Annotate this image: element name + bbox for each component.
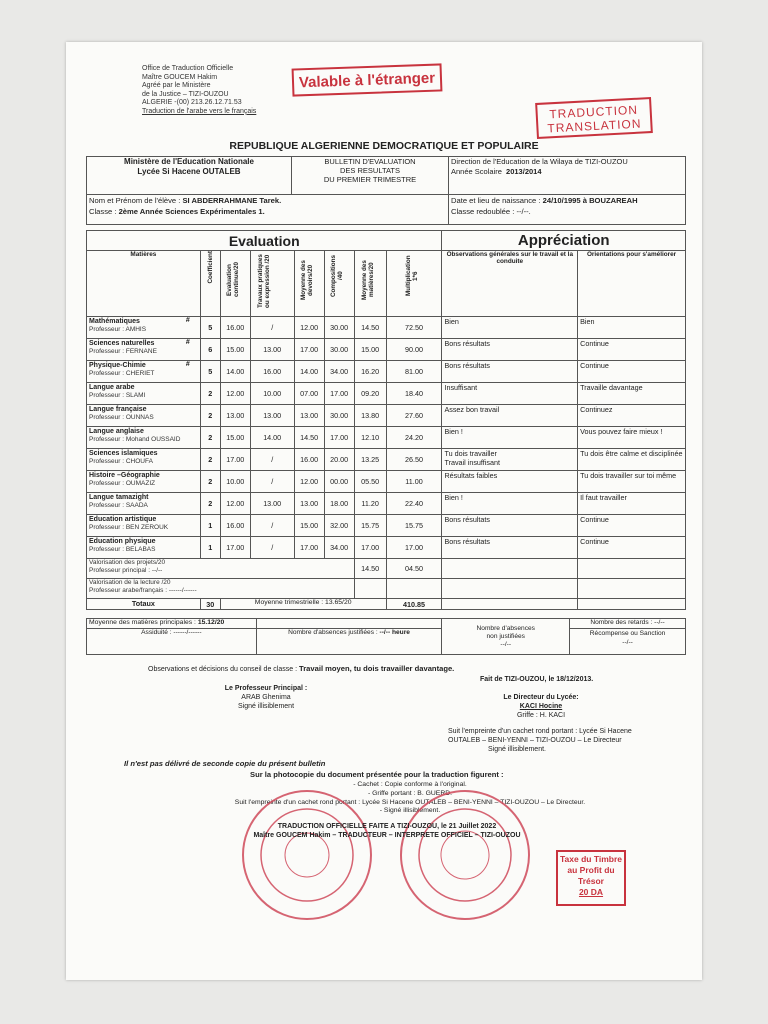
- sig-line: Le Directeur du Lycée:: [503, 694, 579, 701]
- totaux-mult: 410.85: [386, 599, 442, 610]
- cell-mult: 15.75: [386, 515, 442, 537]
- goucem-line: Maître GOUCEM Hakim – TRADUCTEUR – INTERPRETE OFFICIEL – TIZI-OUZOU: [253, 832, 521, 839]
- cell-coef: 2: [200, 383, 220, 405]
- cell-orientation: Continue: [578, 361, 686, 383]
- retards-cell: Nombre des retards : --/--: [570, 619, 686, 629]
- nom-value: SI ABDERRAHMANE Tarek.: [182, 196, 282, 205]
- redoublee-value: --/--.: [516, 207, 531, 216]
- cell-comp: 17.00: [324, 427, 354, 449]
- subject-professor: Professeur : OUNNAS: [89, 414, 154, 421]
- col-compositions: Compositions /40: [330, 255, 345, 297]
- office-line: ALGERIE -(00) 213.26.12.71.53: [142, 99, 242, 107]
- cell-moy: 13.80: [354, 405, 386, 427]
- cell-ec: 17.00: [220, 449, 250, 471]
- cell-dev: 16.00: [294, 449, 324, 471]
- traduction-faite-block: [242, 822, 532, 840]
- sig-line: Le Professeur Principal :: [224, 685, 308, 692]
- prof-principal-signature: [206, 685, 326, 711]
- cell-observation: Bien !: [442, 427, 578, 449]
- subject-professor: Professeur : SLAMI: [89, 392, 146, 399]
- cell-observation: Bien: [442, 317, 578, 339]
- cell-ec: 13.00: [220, 405, 250, 427]
- subject-professor: Professeur : BELABAS: [89, 546, 156, 553]
- cell-observation: Bien !: [442, 493, 578, 515]
- prof-arabe-label: Professeur arabe/français : ------/------: [89, 587, 197, 594]
- subject-professor: Professeur : FERNANE: [89, 348, 157, 355]
- cell-orientation: Continue: [578, 537, 686, 559]
- timbre-line: Taxe du Timbre: [559, 854, 623, 864]
- cell-dev: 17.00: [294, 537, 324, 559]
- direction-cell: [449, 157, 686, 195]
- grades-table: [86, 230, 686, 610]
- col-matieres: Matières: [87, 251, 201, 317]
- subject-name: Histoire –Géographie: [89, 472, 160, 479]
- cell-moy: 15.75: [354, 515, 386, 537]
- subject-professor: Professeur : OUMAZIZ: [89, 480, 156, 487]
- cell-coef: 2: [200, 471, 220, 493]
- office-line: Traduction de l'arabe vers le français: [142, 107, 257, 115]
- cell-mult: 22.40: [386, 493, 442, 515]
- document-page: [66, 42, 702, 980]
- cell-dev: 17.00: [294, 339, 324, 361]
- birth-cell: [449, 195, 686, 225]
- cell-orientation: Continue: [578, 515, 686, 537]
- conseil-value: Travail moyen, tu dois travailler davantage.: [298, 664, 455, 673]
- cell-moy: 15.00: [354, 339, 386, 361]
- interpreter-round-stamp: [392, 782, 539, 929]
- col-observations: Observations générales sur le travail et la conduite: [442, 251, 578, 317]
- subject-name: Education physique: [89, 538, 156, 545]
- totaux-label: Totaux: [87, 599, 201, 610]
- cell-dev: 12.00: [294, 471, 324, 493]
- cell-tp: 16.00: [250, 361, 294, 383]
- cell-observation: Assez bon travail: [442, 405, 578, 427]
- col-devoirs: Moyenne des devoirs/20: [300, 260, 315, 300]
- table-row: [87, 361, 686, 383]
- table-row: [87, 383, 686, 405]
- cachet-line: OUTALEB – BENI-YENNI – TIZI-OUZOU – Le Directeur: [448, 736, 622, 744]
- attendance-table: [86, 618, 686, 655]
- col-eval-continue: Evaluation continue/20: [226, 262, 241, 298]
- cell-observation: Résultats faibles: [442, 471, 578, 493]
- cell-comp: 30.00: [324, 317, 354, 339]
- timbre-line: au Profit du: [567, 865, 615, 875]
- subject-professor: Professeur : AMHIS: [89, 326, 147, 333]
- cell-mult: 72.50: [386, 317, 442, 339]
- subject-name: Langue arabe: [89, 384, 135, 391]
- student-cell: [87, 195, 449, 225]
- moy-trim-label: Moyenne trimestrielle :: [254, 599, 324, 606]
- timbre-line: 20 DA: [578, 887, 604, 897]
- cell-tp: 10.00: [250, 383, 294, 405]
- absences-non-just-line: Nombre d'absences: [476, 624, 535, 632]
- bulletin-line: DES RESULTATS: [339, 166, 400, 175]
- redoublee-label: Classe redoublée :: [451, 207, 515, 216]
- valorisation-lecture-label: Valorisation de la lecture /20: [89, 579, 171, 586]
- cell-observation: Insuffisant: [442, 383, 578, 405]
- cell-ec: 15.00: [220, 339, 250, 361]
- cachet-description: [448, 728, 678, 754]
- subject-name: Langue anglaise: [89, 428, 144, 435]
- interpreter-stamp-ring-icon: [394, 784, 536, 926]
- cell-orientation: Travaille davantage: [578, 383, 686, 405]
- cell-tp: 13.00: [250, 493, 294, 515]
- cell-comp: 00.00: [324, 471, 354, 493]
- cell-tp: /: [250, 537, 294, 559]
- cell-ec: 16.00: [220, 515, 250, 537]
- translator-round-stamp: [242, 790, 372, 920]
- cell-dev: 07.00: [294, 383, 324, 405]
- ministry-cell: [87, 157, 292, 195]
- cell-coef: 2: [200, 493, 220, 515]
- cell-coef: 2: [200, 405, 220, 427]
- cell-dev: 14.00: [294, 361, 324, 383]
- office-line: de la Justice – TIZI-OUZOU: [142, 90, 229, 98]
- directeur-signature: [476, 694, 606, 720]
- moy-trim-cell: [220, 599, 386, 610]
- absences-non-just-line: non justifiées: [486, 632, 525, 640]
- table-row: [87, 471, 686, 493]
- cell-orientation: Continuez: [578, 405, 686, 427]
- cell-orientation: Tu dois être calme et disciplinée: [578, 449, 686, 471]
- table-row: [87, 515, 686, 537]
- cell-moy: 14.50: [354, 317, 386, 339]
- val-proj-moy: 14.50: [354, 559, 386, 579]
- cell-dev: 13.00: [294, 405, 324, 427]
- subject-name: Sciences naturelles: [89, 340, 155, 347]
- cell-orientation: Tu dois travailler sur toi même: [578, 471, 686, 493]
- republic-title: REPUBLIQUE ALGERIENNE DEMOCRATIQUE ET POPULAIRE: [229, 140, 539, 152]
- cell-tp: /: [250, 317, 294, 339]
- absences-just-label: Nombre d'absences justifiées :: [288, 629, 378, 636]
- cell-tp: /: [250, 449, 294, 471]
- cell-moy: 12.10: [354, 427, 386, 449]
- sig-line: KACI Hocine: [519, 702, 563, 710]
- col-coef: Coefficient: [206, 251, 214, 284]
- cell-mult: 26.50: [386, 449, 442, 471]
- subject-professor: Professeur : CHERIET: [89, 370, 155, 377]
- col-orientations: Orientations pour s'améliorer: [578, 251, 686, 317]
- cell-observation: Bons résultats: [442, 515, 578, 537]
- cell-observation: Bons résultats: [442, 537, 578, 559]
- table-row: [87, 405, 686, 427]
- cell-comp: 30.00: [324, 339, 354, 361]
- cell-dev: 13.00: [294, 493, 324, 515]
- moy-trim-value: 13.65/20: [325, 599, 352, 606]
- cell-observation: Tu dois travailler Travail insuffisant: [442, 449, 578, 471]
- cell-moy: 05.50: [354, 471, 386, 493]
- classe-value: 2ème Année Sciences Expérimentales 1.: [118, 207, 265, 216]
- subject-name: Langue française: [89, 406, 147, 413]
- subject-mark: #: [185, 361, 190, 368]
- valorisation-projets-cell: [87, 559, 355, 579]
- traduction-faite-line: TRADUCTION OFFICIELLE FAITE A TIZI-OUZOU, le 21 Juillet 2022: [277, 823, 497, 830]
- cell-ec: 12.00: [220, 383, 250, 405]
- cell-ec: 10.00: [220, 471, 250, 493]
- moy-princ-value: 15.12/20: [197, 619, 225, 626]
- sig-line: ARAB Ghenima: [241, 693, 291, 701]
- cell-comp: 17.00: [324, 383, 354, 405]
- valable-etranger-stamp: Valable à l'étranger: [292, 63, 443, 96]
- cell-tp: 13.00: [250, 405, 294, 427]
- cell-coef: 1: [200, 537, 220, 559]
- subject-professor: Professeur : SAADA: [89, 502, 148, 509]
- valorisation-lecture-cell: [87, 579, 355, 599]
- cell-mult: 17.00: [386, 537, 442, 559]
- section-evaluation: Evaluation: [87, 231, 442, 251]
- cell-moy: 17.00: [354, 537, 386, 559]
- table-row: [87, 317, 686, 339]
- col-travaux: Travaux pratiques ou expression /20: [257, 254, 272, 308]
- naissance-label: Date et lieu de naissance :: [451, 196, 541, 205]
- direction-label: Direction de l'Education de la Wilaya de TIZI-OUZOU: [451, 157, 628, 166]
- grade-rows: [87, 317, 686, 559]
- cell-mult: 27.60: [386, 405, 442, 427]
- cell-mult: 90.00: [386, 339, 442, 361]
- moy-princ-cell: [87, 619, 257, 629]
- table-row: [87, 339, 686, 361]
- cell-dev: 15.00: [294, 515, 324, 537]
- cell-dev: 12.00: [294, 317, 324, 339]
- moy-princ-label: Moyenne des matières principales :: [89, 619, 196, 626]
- absences-just-cell: [256, 629, 442, 655]
- ministry-label: Ministère de l'Education Nationale: [124, 157, 254, 166]
- cell-coef: 2: [200, 427, 220, 449]
- cell-mult: 24.20: [386, 427, 442, 449]
- cell-mult: 18.40: [386, 383, 442, 405]
- cell-moy: 11.20: [354, 493, 386, 515]
- subject-professor: Professeur : Mohand OUSSAID: [89, 436, 181, 443]
- subject-name: Education artistique: [89, 516, 157, 523]
- cell-ec: 14.00: [220, 361, 250, 383]
- subject-mark: #: [185, 317, 190, 324]
- subject-professor: Professeur : BEN ZEROUK: [89, 524, 169, 531]
- photo-line: - Griffe portant : B. GUERD.: [367, 789, 453, 797]
- absences-non-just-cell: [442, 619, 570, 655]
- cell-moy: 13.25: [354, 449, 386, 471]
- recompense-line: --/--: [622, 639, 633, 646]
- cell-ec: 15.00: [220, 427, 250, 449]
- subject-mark: #: [185, 339, 190, 346]
- nom-label: Nom et Prénom de l'élève :: [89, 196, 181, 205]
- cell-tp: /: [250, 471, 294, 493]
- cell-orientation: Bien: [578, 317, 686, 339]
- conseil-label: Observations et décisions du conseil de classe :: [148, 666, 298, 673]
- cell-comp: 18.00: [324, 493, 354, 515]
- cell-mult: 11.00: [386, 471, 442, 493]
- col-moyenne: Moyenne des matières/20: [361, 260, 376, 300]
- cell-ec: 17.00: [220, 537, 250, 559]
- cell-coef: 5: [200, 317, 220, 339]
- cell-orientation: Continue: [578, 339, 686, 361]
- cell-coef: 2: [200, 449, 220, 471]
- photo-line: - Cachet : Copie conforme à l'original.: [353, 781, 467, 788]
- cell-comp: 20.00: [324, 449, 354, 471]
- cell-ec: 12.00: [220, 493, 250, 515]
- subject-name: Mathématiques: [89, 318, 140, 325]
- cell-comp: 34.00: [324, 361, 354, 383]
- table-row: [87, 427, 686, 449]
- bulletin-line: BULLETIN D'EVALUATION: [324, 157, 416, 166]
- prof-principal-label: Professeur principal : --/--: [89, 567, 163, 574]
- cell-tp: 13.00: [250, 339, 294, 361]
- fait-le: Fait de TIZI-OUZOU, le 18/12/2013.: [480, 676, 594, 683]
- cell-comp: 30.00: [324, 405, 354, 427]
- traduction-stamp: [535, 97, 653, 139]
- traduction-stamp-line: TRADUCTION: [549, 102, 639, 122]
- classe-label: Classe :: [89, 207, 117, 216]
- table-row: [87, 449, 686, 471]
- traduction-stamp-line: TRANSLATION: [547, 116, 642, 136]
- sig-line: Griffe : H. KACI: [516, 711, 566, 719]
- cell-observation: Bons résultats: [442, 361, 578, 383]
- cell-mult: 81.00: [386, 361, 442, 383]
- valorisation-projets-label: Valorisation des projets/20: [89, 559, 166, 566]
- cell-orientation: Vous pouvez faire mieux !: [578, 427, 686, 449]
- cell-moy: 16.20: [354, 361, 386, 383]
- totaux-coef: 30: [200, 599, 220, 610]
- val-proj-mult: 04.50: [386, 559, 442, 579]
- cachet-line: Signé illisiblement.: [488, 745, 546, 753]
- subject-name: Physique-Chimie: [89, 362, 146, 369]
- seconde-copie-note: Il n'est pas délivré de seconde copie du présent bulletin: [124, 759, 326, 768]
- cell-coef: 5: [200, 361, 220, 383]
- table-row: [87, 537, 686, 559]
- cell-ec: 16.00: [220, 317, 250, 339]
- conseil-line: [148, 664, 454, 673]
- subject-professor: Professeur : CHOUFA: [89, 458, 153, 465]
- cell-comp: 32.00: [324, 515, 354, 537]
- translator-office-block: [142, 65, 256, 117]
- bulletin-line: DU PREMIER TRIMESTRE: [323, 175, 417, 184]
- photo-line: - Signé illisiblement.: [379, 807, 441, 815]
- absences-non-just-line: --/--: [500, 640, 512, 648]
- lycee-label: Lycée Si Hacene OUTALEB: [137, 167, 241, 176]
- timbre-line: Trésor: [578, 876, 604, 886]
- annee-label: Année Scolaire: [451, 167, 502, 176]
- recompense-line: Récompense ou Sanction: [589, 630, 666, 637]
- office-line: Agréé par le Ministère: [142, 82, 211, 90]
- cell-moy: 09.20: [354, 383, 386, 405]
- cell-dev: 14.50: [294, 427, 324, 449]
- sig-line: Signé illisiblement: [237, 702, 295, 710]
- office-line: Office de Traduction Officielle: [142, 65, 234, 72]
- cell-tp: 14.00: [250, 427, 294, 449]
- annee-value: 2013/2014: [506, 167, 542, 176]
- cell-coef: 6: [200, 339, 220, 361]
- cell-tp: /: [250, 515, 294, 537]
- photocopie-heading: Sur la photocopie du document présentée pour la traduction figurent :: [250, 770, 504, 779]
- subject-name: Langue tamazight: [89, 494, 149, 501]
- naissance-value: 24/10/1995 à BOUZAREAH: [542, 196, 638, 205]
- cell-orientation: Il faut travailler: [578, 493, 686, 515]
- cachet-line: Suit l'empreinte d'un cachet rond portant : Lycée Si Hacene: [448, 728, 632, 735]
- photo-line: Suit l'empreinte d'un cachet rond portant : Lycée Si Hacene OUTALEB – BENI-YENNI – TIZI-OUZOU – Le Directeur.: [234, 798, 586, 806]
- col-multiplication: Multiplication 1*6: [405, 255, 419, 297]
- bulletin-cell: [292, 157, 449, 195]
- translator-stamp-ring-icon: [244, 792, 370, 918]
- info-table: [86, 156, 686, 225]
- office-line: Maître GOUCEM Hakim: [142, 73, 218, 81]
- cell-coef: 1: [200, 515, 220, 537]
- table-row: [87, 493, 686, 515]
- cell-observation: Bons résultats: [442, 339, 578, 361]
- recompense-cell: [570, 629, 686, 655]
- section-appreciation: Appréciation: [442, 231, 686, 251]
- timbre-stamp: [556, 850, 626, 906]
- assiduite-cell: Assiduité : ------/------: [87, 629, 257, 655]
- absences-just-value: --/-- heure: [379, 629, 410, 636]
- subject-name: Sciences islamiques: [89, 450, 158, 457]
- cell-comp: 34.00: [324, 537, 354, 559]
